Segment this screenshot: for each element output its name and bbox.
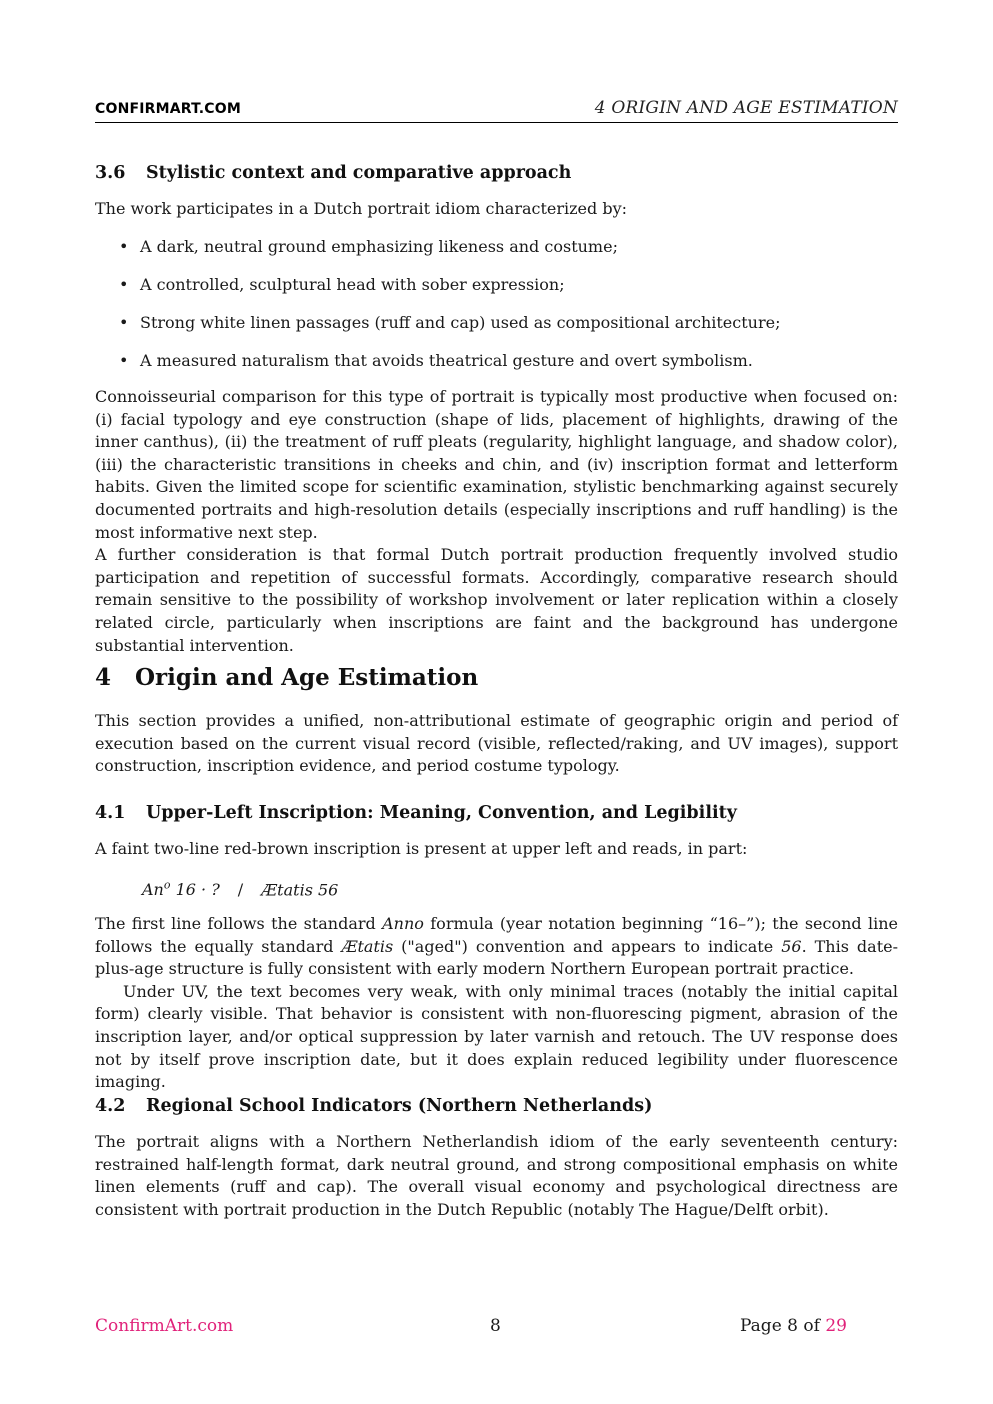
footer-page-number: 8 <box>490 1316 501 1336</box>
body-text: The portrait aligns with a Northern Netherlandish idiom of the early seventeenth century: restrained half-length format, dark neutral ground, and strong compositional emphasis on white linen elements (ruff and cap). The overall visual economy and psychological directness are consistent with portrait production in the Dutch Republic (notably The Hague/Delft orbit). <box>95 1132 898 1219</box>
section-number: 4.2 <box>95 1096 126 1116</box>
body-text: Connoisseurial comparison for this type of portrait is typically most productive when focused on: (i) facial typology and eye construction (shape of lids, placement of highlights, drawing of the inner canthus), (ii) the treatment of ruff pleats (regularity, highlight language, and shadow color), (iii) the characteristic transitions in cheeks and chin, and (iv) inscription format and letterform habits. Given the limited scope for scientific examination, stylistic benchmarking against securely documented portraits and high-resolution details (especially inscriptions and ruff handling) is the most informative next step. <box>95 387 898 542</box>
section-title: Upper-Left Inscription: Meaning, Convention, and Legibility <box>146 803 737 823</box>
inscription-line-1: An$^o$ 16 · ? <box>142 879 220 900</box>
paragraph <box>95 913 898 1094</box>
intro-text: The work participates in a Dutch portrait idiom characterized by: <box>95 199 628 218</box>
list-item: • A controlled, sculptural head with sober expression; <box>95 274 898 297</box>
running-title: 4 ORIGIN AND AGE ESTIMATION <box>594 98 898 118</box>
paragraph <box>95 1131 898 1221</box>
inscription-line-2: Ætatis 56 <box>261 880 339 900</box>
section-title: Regional School Indicators (Northern Netherlands) <box>146 1096 653 1116</box>
body-text: The first line follows the standard Anno formula (year notation beginning “16–”); the second line follows the equally standard Ætatis ("aged") convention and appears to indicate 56. This date-plus-age structure is fully consistent with early modern Northern European portrait practice. <box>95 914 899 979</box>
section-number: 3.6 <box>95 163 126 183</box>
list-item: • Strong white linen passages (ruff and cap) used as compositional architecture; <box>95 312 898 335</box>
chapter-title: Origin and Age Estimation <box>135 664 479 691</box>
paragraph <box>95 386 898 657</box>
footer-page-count: Page 8 of 29 <box>740 1316 847 1336</box>
intro-text: A faint two-line red-brown inscription is present at upper left and reads, in part: <box>95 839 748 858</box>
page-total-link[interactable]: 29 <box>825 1316 847 1336</box>
paragraph <box>95 838 898 861</box>
chapter-heading-4 <box>95 664 478 691</box>
paragraph <box>95 198 898 221</box>
section-heading-4-1 <box>95 803 737 823</box>
chapter-number: 4 <box>95 664 112 691</box>
running-header <box>95 98 898 123</box>
inscription-transcription <box>142 875 945 902</box>
body-text: A further consideration is that formal Dutch portrait production frequently involved studio participation and repetition of successful formats. Accordingly, comparative research should remain sensitive to the possibility of workshop involvement or later replication within a closely related circle, particularly when inscriptions are faint and the background has undergone substantial intervention. <box>95 545 898 655</box>
section-heading-4-2 <box>95 1096 652 1116</box>
section-heading-3-6 <box>95 163 571 183</box>
body-text: This section provides a unified, non-attributional estimate of geographic origin and period of execution based on the current visual record (visible, reflected/raking, and UV images), support construction, inscription evidence, and period costume typology. <box>95 711 898 776</box>
paragraph <box>95 710 898 778</box>
footer-site-link[interactable]: ConfirmArt.com <box>95 1316 234 1336</box>
section-number: 4.1 <box>95 803 126 823</box>
list-item: • A measured naturalism that avoids theatrical gesture and overt symbolism. <box>95 350 898 373</box>
inscription-separator: / <box>237 880 244 900</box>
body-text: Under UV, the text becomes very weak, with only minimal traces (notably the initial capital form) clearly visible. That behavior is consistent with non-fluorescing pigment, abrasion of the inscription layer, and/or optical suppression by later varnish and retouch. The UV response does not by itself prove inscription date, but it does explain reduced legibility under fluorescence imaging. <box>95 981 898 1092</box>
site-logo[interactable]: CONFIRMART.COM <box>95 101 242 117</box>
list-item: • A dark, neutral ground emphasizing likeness and costume; <box>95 236 898 259</box>
bullet-list <box>95 236 898 388</box>
section-title: Stylistic context and comparative approach <box>146 163 572 183</box>
